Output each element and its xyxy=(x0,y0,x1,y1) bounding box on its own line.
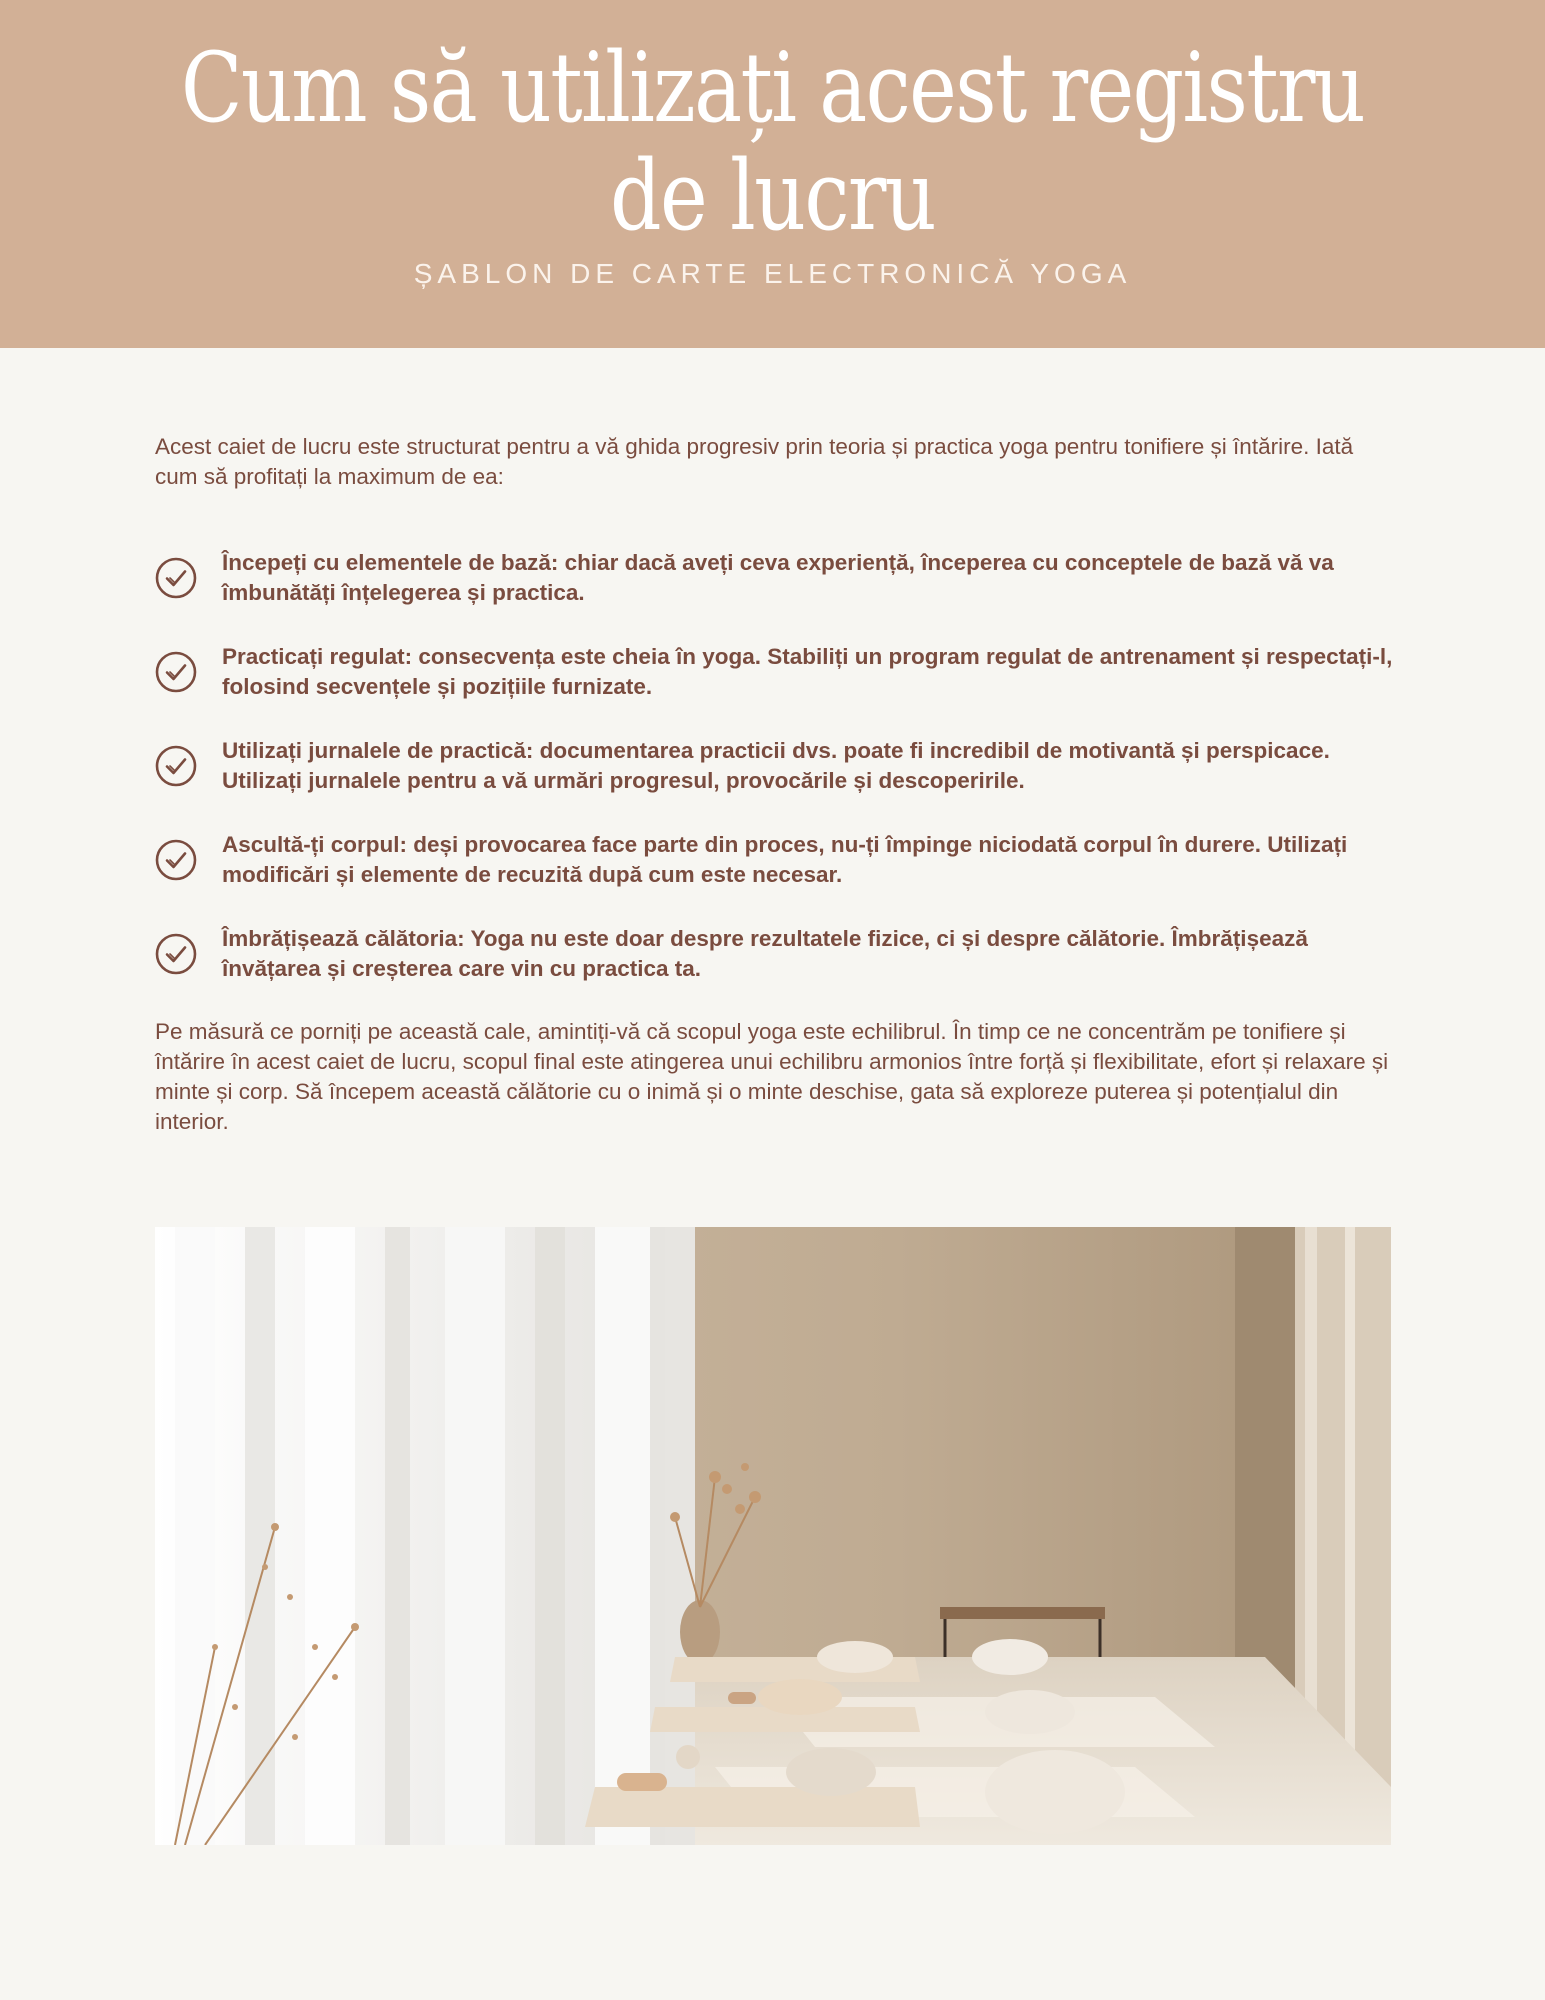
page-title: Cum să utilizați acest registru de lucru xyxy=(180,32,1365,252)
list-item xyxy=(155,735,1395,797)
check-circle-icon xyxy=(155,651,197,693)
list-item xyxy=(155,641,1395,703)
check-circle-icon xyxy=(155,933,197,975)
list-item-text: Începeți cu elementele de bază: chiar dacă aveți ceva experiență, începerea cu conceptele de bază vă va îmbunătăți înțelegerea și practica. xyxy=(222,550,1334,605)
intro-paragraph: Acest caiet de lucru este structurat pentru a vă ghida progresiv prin teoria și practica yoga pentru tonifiere și întărire. Iată cum să profitați la maximum de ea: xyxy=(155,434,1354,489)
yoga-studio-photo xyxy=(155,1227,1391,1845)
list-item-text: Îmbrățișează călătoria: Yoga nu este doar despre rezultatele fizice, ci și despre călătorie. Îmbrățișează învățarea și creșterea care vin cu practica ta. xyxy=(222,926,1308,981)
check-circle-icon xyxy=(155,745,197,787)
check-circle-icon xyxy=(155,839,197,881)
tips-list xyxy=(155,547,1395,985)
list-item-text: Practicați regulat: consecvența este cheia în yoga. Stabiliți un program regulat de antrenament și respectați-l, folosind secvențele și pozițiile furnizate. xyxy=(222,644,1393,699)
header-banner xyxy=(0,0,1545,348)
list-item xyxy=(155,547,1395,609)
main-content xyxy=(155,432,1395,1137)
check-circle-icon xyxy=(155,557,197,599)
list-item xyxy=(155,923,1395,985)
list-item-text: Utilizați jurnalele de practică: documentarea practicii dvs. poate fi incredibil de motivantă și perspicace. Utilizați jurnalele pentru a vă urmări progresul, provocările și descoperirile. xyxy=(222,738,1330,793)
closing-paragraph: Pe măsură ce porniți pe această cale, amintiți-vă că scopul yoga este echilibrul. În timp ce ne concentrăm pe tonifiere și întărire în acest caiet de lucru, scopul final este atingerea unui echilibru armonios între forță și flexibilitate, efort și relaxare și minte și corp. Să începem această călătorie cu o inimă și o minte deschise, gata să exploreze puterea și potențialul din interior. xyxy=(155,1019,1389,1134)
list-item xyxy=(155,829,1395,891)
yoga-studio-illustration xyxy=(155,1227,1391,1845)
list-item-text: Ascultă-ți corpul: deși provocarea face parte din proces, nu-ți împinge niciodată corpul în durere. Utilizați modificări și elemente de recuzită după cum este necesar. xyxy=(222,832,1348,887)
page-subtitle: ȘABLON DE CARTE ELECTRONICĂ YOGA xyxy=(413,258,1132,289)
